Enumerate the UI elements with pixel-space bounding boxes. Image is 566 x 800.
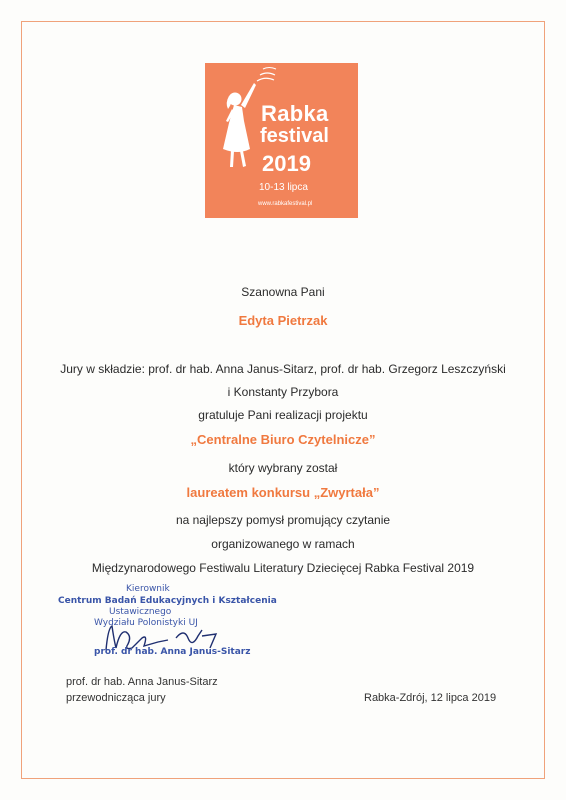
stamp-line-4: Wydziału Polonistyki UJ — [94, 618, 198, 628]
rabka-festival-logo — [205, 63, 358, 218]
jury-line-2: i Konstanty Przybora — [227, 385, 339, 399]
project-title: „Centralne Biuro Czytelnicze” — [190, 432, 376, 447]
festival-line: Międzynarodowego Festiwalu Literatury Dziecięcej Rabka Festival 2019 — [91, 561, 475, 575]
laureate-line: laureatem konkursu „Zwyrtała” — [186, 485, 380, 500]
stamp-line-3: Ustawicznego — [109, 607, 172, 617]
stamp-line-2: Centrum Badań Edukacyjnych i Kształcenia — [58, 596, 277, 606]
place-date: Rabka-Zdrój, 12 lipca 2019 — [364, 692, 497, 704]
logo-title-line1: Rabka — [261, 101, 329, 126]
congrats-line: gratuluje Pani realizacji projektu — [198, 408, 368, 422]
stamp-signatory: prof. dr hab. Anna Janus-Sitarz — [94, 647, 251, 657]
logo-year: 2019 — [262, 151, 311, 176]
chosen-line: który wybrany został — [228, 461, 338, 475]
recipient-name: Edyta Pietrzak — [238, 313, 328, 328]
logo-url: www.rabkafestival.pl — [258, 201, 313, 207]
signatory-name: prof. dr hab. Anna Janus-Sitarz — [66, 676, 218, 688]
jury-line-1: Jury w składzie: prof. dr hab. Anna Janus-Sitarz, prof. dr hab. Grzegorz Leszczyński — [60, 362, 506, 376]
organized-line: organizowanego w ramach — [211, 537, 355, 551]
logo-dates: 10-13 lipca — [259, 182, 308, 193]
idea-line: na najlepszy pomysł promujący czytanie — [175, 513, 391, 527]
stamp-line-1: Kierownik — [126, 584, 170, 594]
signatory-role: przewodnicząca jury — [66, 692, 166, 704]
logo-title-line2: festival — [260, 125, 329, 147]
salutation: Szanowna Pani — [241, 285, 325, 299]
